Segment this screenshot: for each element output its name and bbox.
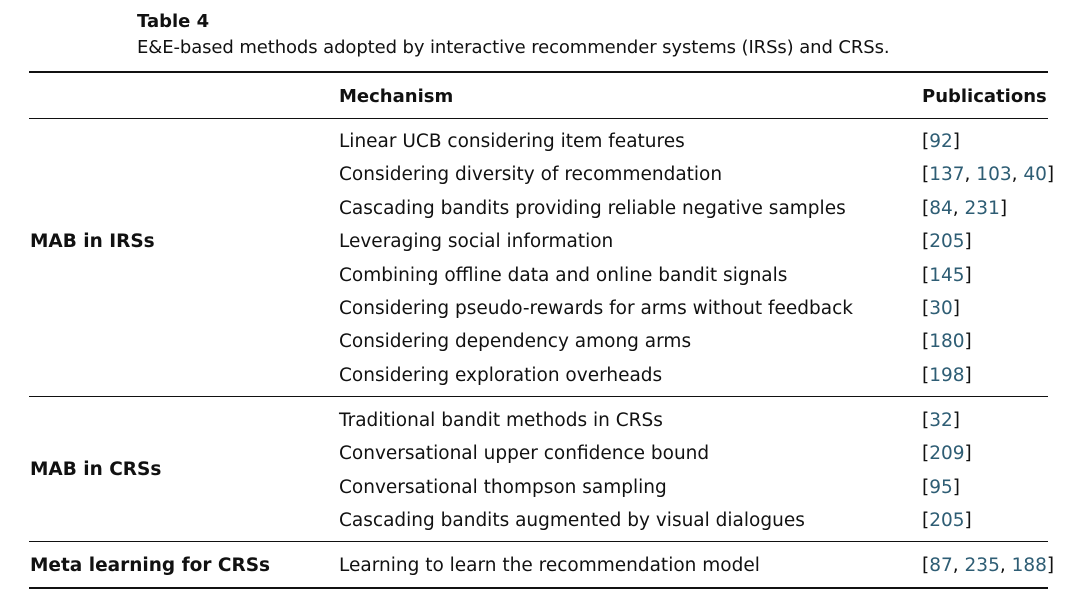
mechanism-cell: Considering exploration overheads (339, 365, 663, 386)
mechanism-cell: Linear UCB considering item features (339, 131, 685, 152)
header-mechanism: Mechanism (339, 86, 454, 107)
mechanism-cell: Considering diversity of recommendation (339, 164, 723, 185)
citation-link[interactable]: 209 (929, 443, 965, 464)
header-publications: Publications (922, 86, 1047, 107)
group-label: Meta learning for CRSs (30, 555, 271, 576)
mechanism-cell: Considering pseudo-rewards for arms without feedback (339, 298, 854, 319)
publications-cell: [205] (922, 510, 972, 531)
citation-link[interactable]: 205 (929, 510, 965, 531)
publications-cell: [87, 235, 188] (922, 555, 1055, 576)
publications-cell: [180] (922, 331, 972, 352)
top-rule (29, 71, 1048, 73)
citation-link[interactable]: 32 (929, 410, 953, 431)
mechanism-cell: Conversational upper confidence bound (339, 443, 710, 464)
publications-cell: [209] (922, 443, 972, 464)
mechanism-cell: Combining offline data and online bandit signals (339, 265, 788, 286)
publications-cell: [30] (922, 298, 960, 319)
group-label: MAB in IRSs (30, 231, 155, 252)
publications-cell: [205] (922, 231, 972, 252)
group-rule (29, 541, 1048, 542)
citation-link[interactable]: 84 (929, 198, 953, 219)
citation-link[interactable]: 87 (929, 555, 953, 576)
publications-cell: [84, 231] (922, 198, 1008, 219)
mechanism-cell: Learning to learn the recommendation model (339, 555, 760, 576)
group-label: MAB in CRSs (30, 459, 162, 480)
citation-link[interactable]: 198 (929, 365, 965, 386)
mechanism-cell: Considering dependency among arms (339, 331, 692, 352)
citation-link[interactable]: 30 (929, 298, 953, 319)
citation-link[interactable]: 103 (976, 164, 1012, 185)
mechanism-cell: Cascading bandits augmented by visual dialogues (339, 510, 805, 531)
group-rule (29, 396, 1048, 397)
mechanism-cell: Cascading bandits providing reliable negative samples (339, 198, 846, 219)
publications-cell: [198] (922, 365, 972, 386)
citation-link[interactable]: 180 (929, 331, 965, 352)
citation-link[interactable]: 40 (1023, 164, 1047, 185)
citation-link[interactable]: 145 (929, 265, 965, 286)
publications-cell: [32] (922, 410, 960, 431)
citation-link[interactable]: 205 (929, 231, 965, 252)
header-rule (29, 118, 1048, 119)
table-label: Table 4 (137, 11, 210, 32)
mechanism-cell: Traditional bandit methods in CRSs (339, 410, 663, 431)
bottom-rule (29, 587, 1048, 589)
citation-link[interactable]: 188 (1011, 555, 1047, 576)
publications-cell: [145] (922, 265, 972, 286)
table-caption (137, 9, 890, 61)
publications-cell: [95] (922, 477, 960, 498)
publications-cell: [92] (922, 131, 960, 152)
citation-link[interactable]: 92 (929, 131, 953, 152)
citation-link[interactable]: 95 (929, 477, 953, 498)
mechanism-cell: Conversational thompson sampling (339, 477, 667, 498)
table-caption-text: E&E-based methods adopted by interactive recommender systems (IRSs) and CRSs. (137, 37, 890, 58)
citation-link[interactable]: 235 (964, 555, 1000, 576)
publications-cell: [137, 103, 40] (922, 164, 1055, 185)
mechanism-cell: Leveraging social information (339, 231, 614, 252)
citation-link[interactable]: 137 (929, 164, 965, 185)
citation-link[interactable]: 231 (964, 198, 1000, 219)
